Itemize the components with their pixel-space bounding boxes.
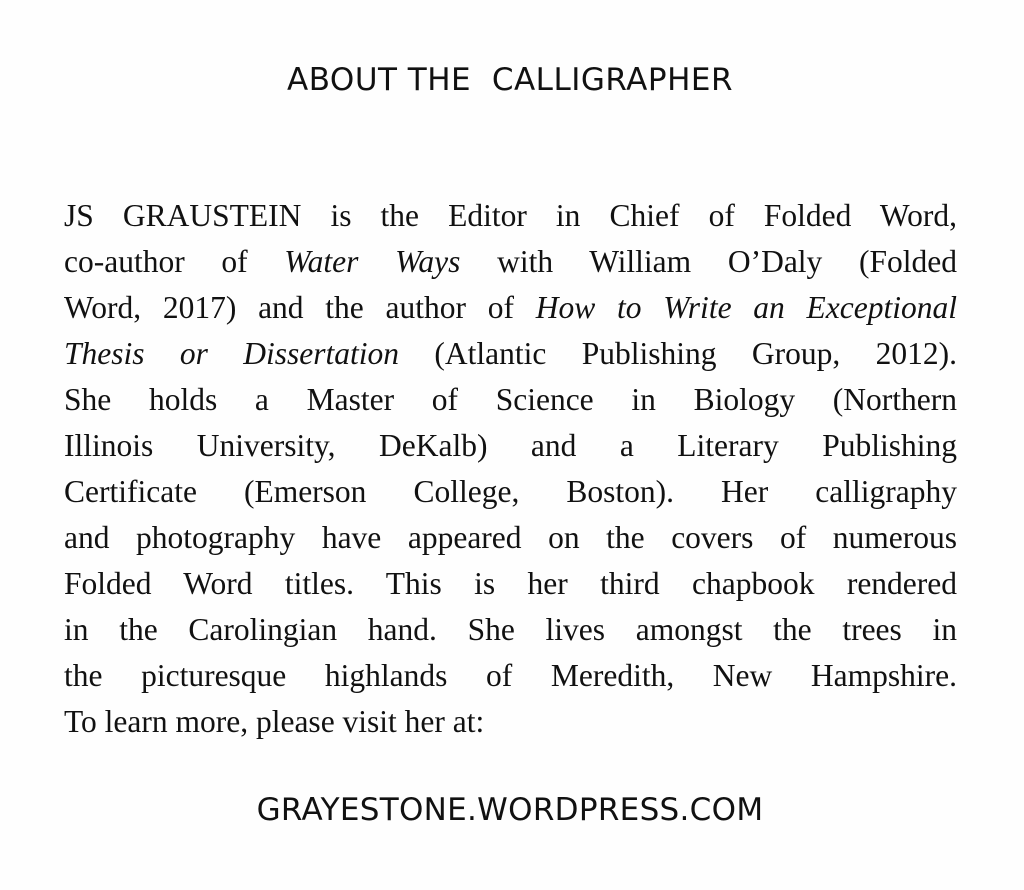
bio-paragraph xyxy=(64,193,957,745)
website-url[interactable]: GRAYESTONE.WORDPRESS.COM xyxy=(256,792,764,828)
bio-line: the picturesque highlands of Meredith, New Hampshire. xyxy=(64,658,957,693)
book-title-exceptional-thesis-cont: Thesis or Dissertation xyxy=(64,336,400,371)
bio-line: Folded Word titles. This is her third chapbook rendered xyxy=(64,566,957,601)
bio-line: Certificate (Emerson College, Boston). Her calligraphy xyxy=(64,474,957,509)
bio-line: and photography have appeared on the covers of numerous xyxy=(64,520,957,555)
bio-line: co-author of Water Ways with William O’Daly (Folded xyxy=(64,244,957,279)
book-title-water-ways: Water Ways xyxy=(284,244,461,279)
book-title-exceptional-thesis: How to Write an Exceptional xyxy=(535,290,957,325)
bio-line: in the Carolingian hand. She lives amongst the trees in xyxy=(64,612,957,647)
bio-line: JS GRAUSTEIN is the Editor in Chief of Folded Word, xyxy=(64,198,957,233)
bio-line: To learn more, please visit her at: xyxy=(64,704,485,739)
section-heading: ABOUT THE CALLIGRAPHER xyxy=(286,62,734,98)
bio-line: Word, 2017) and the author of How to Write an Exceptional xyxy=(64,290,957,325)
bio-line: Illinois University, DeKalb) and a Literary Publishing xyxy=(64,428,957,463)
bio-line: Thesis or Dissertation (Atlantic Publishing Group, 2012). xyxy=(64,336,957,371)
bio-line: She holds a Master of Science in Biology (Northern xyxy=(64,382,957,417)
